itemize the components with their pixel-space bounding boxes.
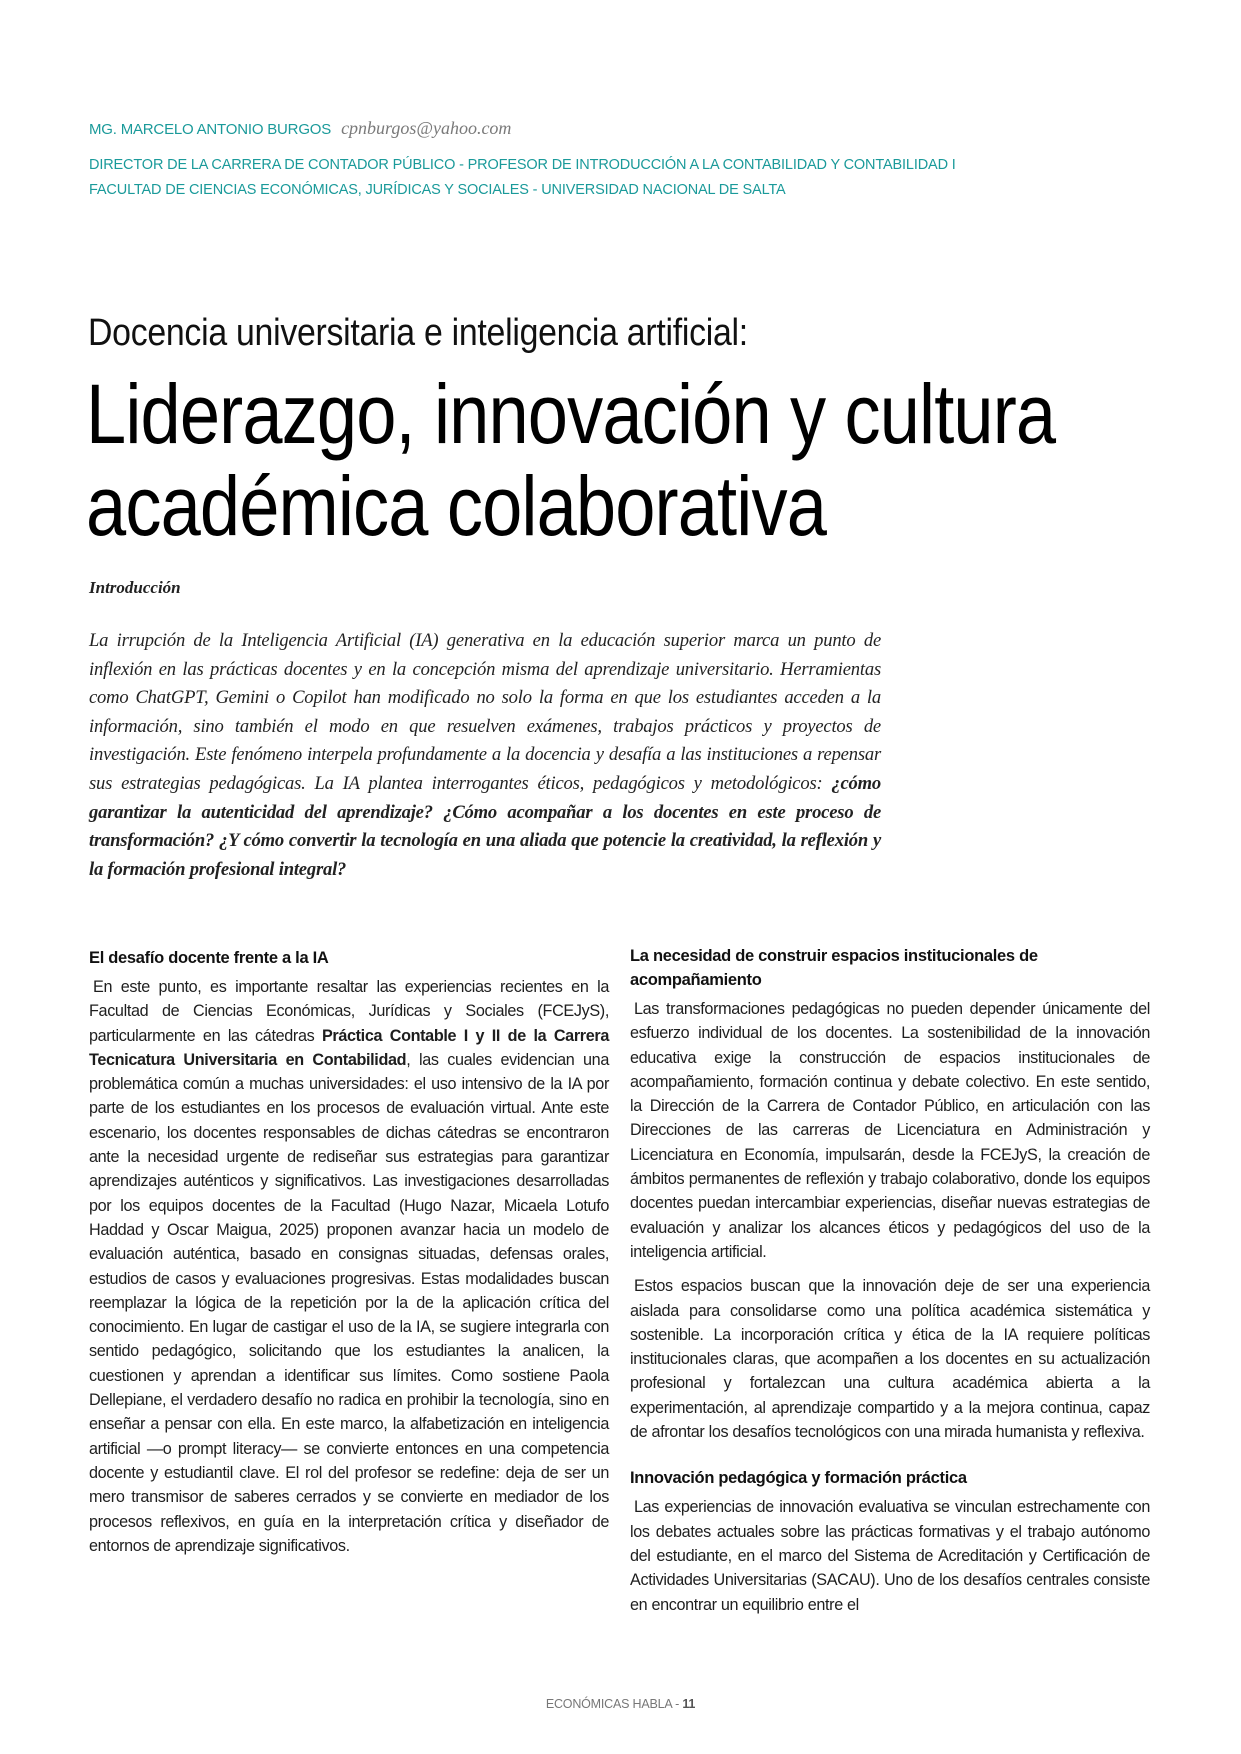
right-column <box>630 944 1150 1627</box>
intro-label: Introducción <box>89 578 181 597</box>
left-column <box>89 946 609 1568</box>
article-subtitle: Docencia universitaria e inteligencia artificial: <box>88 312 748 354</box>
intro-questions: ¿cómo garantizar la autenticidad del aprendizaje? ¿Cómo acompañar a los docentes en este proceso de transformación? ¿Y cómo convertir la tecnología en una aliada que potencie la creatividad, la reflexión y la formación profesional integral? <box>89 772 881 880</box>
author-email: cpnburgos@yahoo.com <box>341 118 512 138</box>
intro-paragraph <box>89 627 881 884</box>
page-footer <box>0 1697 1241 1711</box>
article-title-line-1: Liderazgo, innovación y cultura <box>86 367 1056 461</box>
publication-name: ECONÓMICAS HABLA - <box>545 1697 683 1711</box>
article-title <box>86 368 1055 552</box>
section-paragraph: Las transformaciones pedagógicas no pueden depender únicamente del esfuerzo individual de los docentes. La sostenibilidad de la innovación educativa exige la construcción de espacios institucionales de acompañamiento, formación continua y debate colectivo. En este sentido, la Dirección de la Carrera de Contador Público, en articulación con las Direcciones de las carreras de Licenciatura en Administración y Licenciatura en Economía, impulsarán, desde la FCEJyS, la creación de ámbitos permanentes de reflexión y trabajo colaborativo, donde los equipos docentes puedan intercambiar experiencias, diseñar nuevas estrategias de evaluación y analizar los alcances éticos y pedagógicos del uso de la inteligencia artificial. <box>630 1000 1150 1261</box>
section-paragraph: Estos espacios buscan que la innovación deje de ser una experiencia aislada para consolidarse como una política académica sistemática y sostenible. La incorporación crítica y ética de la IA requiere políticas institucionales claras, que acompañen a los docentes en su actualización profesional y fortalezcan una cultura académica abierta a la experimentación, al aprendizaje compartido y a la mejora continua, capaz de afrontar los desafíos tecnológicos con una mirada humanista y reflexiva. <box>630 1277 1150 1442</box>
paragraph-text: , las cuales evidencian una problemática común a muchas universidades: el uso intensivo de la IA por parte de los estudiantes en los procesos de evaluación virtual. Ante este escenario, los docentes responsables de dichas cátedras se encontraron ante la necesidad urgente de rediseñar sus estrategias para garantizar aprendizajes auténticos y significativos. Las investigaciones desarrolladas por los equipos docentes de la Facultad (Hugo Nazar, Micaela Lotufo Haddad y Oscar Maigua, 2025) proponen avanzar hacia un modelo de evaluación auténtica, basado en consignas situadas, defensas orales, estudios de casos y evaluaciones progresivas. Estas modalidades buscan reemplazar la lógica de la repetición por la de la aplicación crítica del conocimiento. En lugar de castigar el uso de la IA, se sugiere integrarla con sentido pedagógico, solicitando que los estudiantes la analicen, la cuestionen y aprendan a identificar sus límites. Como sostiene Paola Dellepiane, el verdadero desafío no radica en prohibir la tecnología, sino en enseñar a pensar con ella. En este marco, la alfabetización en inteligencia artificial —o prompt literacy— se convierte entonces en una competencia docente y estudiantil clave. El rol del profesor se redefine: deja de ser un mero transmisor de saberes cerrados y se convierte en mediador de los procesos reflexivos, en guía en la interpretación crítica y diseñador de entornos de aprendizaje significativos. <box>89 1050 609 1555</box>
author-affiliation-1: DIRECTOR DE LA CARRERA DE CONTADOR PÚBLICO - PROFESOR DE INTRODUCCIÓN A LA CONTABILIDAD Y CONTABILIDAD I <box>89 157 956 173</box>
intro-text: La irrupción de la Inteligencia Artificial (IA) generativa en la educación superior marca un punto de inflexión en las prácticas docentes y en la concepción misma del aprendizaje universitario. Herramientas como ChatGPT, Gemini o Copilot han modificado no solo la forma en que los estudiantes acceden a la información, sino también el modo en que resuelven exámenes, trabajos prácticos y proyectos de investigación. Este fenómeno interpela profundamente a la docencia y desafía a las instituciones a repensar sus estrategias pedagógicas. La IA plantea interrogantes éticos, pedagógicos y metodológicos: <box>89 630 881 794</box>
author-name: MG. MARCELO ANTONIO BURGOS <box>89 121 332 138</box>
author-affiliation-2: FACULTAD DE CIENCIAS ECONÓMICAS, JURÍDICAS Y SOCIALES - UNIVERSIDAD NACIONAL DE SALTA <box>89 182 786 198</box>
section-paragraph <box>89 975 609 1558</box>
section-heading-espacios: La necesidad de construir espacios institucionales de acompañamiento <box>630 947 1038 989</box>
author-line <box>89 118 511 139</box>
article-title-line-2: académica colaborativa <box>86 459 827 553</box>
paragraph-emphasis: Práctica Contable I y II de la Carrera Tecnicatura Universitaria en Contabilidad <box>89 1026 609 1069</box>
section-heading-innovacion: Innovación pedagógica y formación práctica <box>630 1469 967 1488</box>
section-heading-desafio: El desafío docente frente a la IA <box>89 949 329 967</box>
paragraph-text: En este punto, es importante resaltar las experiencias recientes en la Facultad de Ciencias Económicas, Jurídicas y Sociales (FCEJyS), particularmente en las cátedras <box>89 978 609 1045</box>
section-paragraph: Las experiencias de innovación evaluativa se vinculan estrechamente con los debates actuales sobre las prácticas formativas y el trabajo autónomo del estudiante, en el marco del Sistema de Acreditación y Certificación de Actividades Universitarias (SACAU). Uno de los desafíos centrales consiste en encontrar un equilibrio entre el <box>630 1498 1150 1614</box>
page-number: 11 <box>682 1697 696 1711</box>
